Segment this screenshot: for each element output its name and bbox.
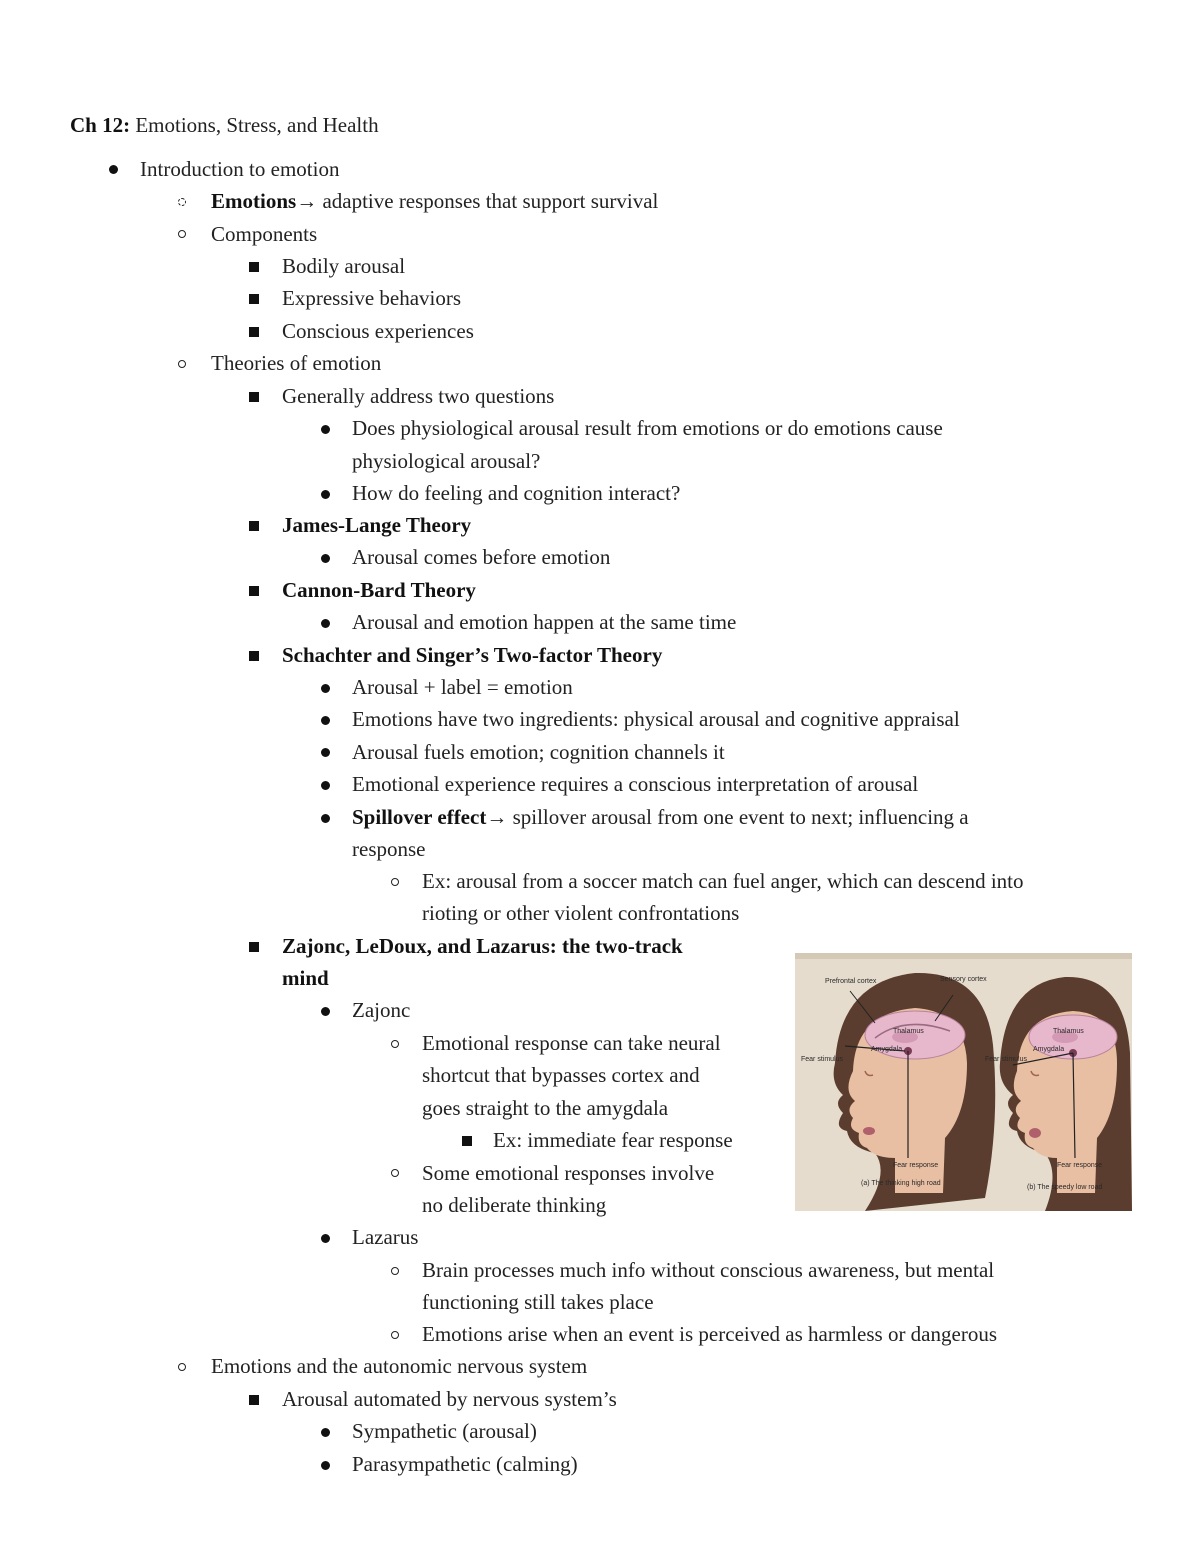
- label-fear-response-left: Fear response: [893, 1162, 939, 1169]
- list-item: Emotional experience requires a conscious interpretation of arousal: [352, 772, 919, 796]
- bullet-disc: [321, 1461, 330, 1470]
- bullet-disc: [109, 165, 118, 174]
- bullet-disc: [321, 490, 330, 499]
- list-item: Introduction to emotion: [140, 157, 340, 181]
- term-emotions: Emotions: [211, 189, 297, 213]
- heading-two-track-continuation: mind: [282, 966, 329, 990]
- heading-cannon-bard: Cannon-Bard Theory: [282, 578, 476, 602]
- brain-pathways-illustration: [795, 953, 1132, 1211]
- label-fear-response-right: Fear response: [1057, 1162, 1103, 1169]
- list-item-continuation: goes straight to the amygdala: [422, 1096, 669, 1120]
- label-thalamus-left: Thalamus: [893, 1028, 924, 1035]
- list-item: Some emotional responses involve: [422, 1161, 715, 1185]
- caption-left: (a) The thinking high road: [861, 1180, 941, 1187]
- list-item-continuation: rioting or other violent confrontations: [422, 901, 740, 925]
- bullet-circle: [178, 1363, 186, 1371]
- list-item: Ex: immediate fear response: [493, 1128, 733, 1152]
- list-item: Emotions and the autonomic nervous system: [211, 1354, 588, 1378]
- bullet-square: [249, 942, 259, 952]
- definition: → adaptive responses that support survival: [296, 189, 659, 213]
- bullet-disc: [321, 684, 330, 693]
- bullet-disc: [321, 1234, 330, 1243]
- bullet-circle: [178, 198, 186, 206]
- bullet-circle: [178, 230, 186, 238]
- bullet-square: [249, 392, 259, 402]
- list-item: Arousal comes before emotion: [352, 545, 611, 569]
- label-amygdala-right: Amygdala: [1033, 1046, 1065, 1053]
- list-item: Arousal + label = emotion: [352, 675, 573, 699]
- left-mouth: [863, 1127, 875, 1135]
- right-mouth: [1029, 1128, 1041, 1138]
- label-thalamus-right: Thalamus: [1053, 1028, 1084, 1035]
- list-item-continuation: shortcut that bypasses cortex and: [422, 1063, 700, 1087]
- list-item: Emotions have two ingredients: physical arousal and cognitive appraisal: [352, 707, 960, 731]
- bullet-square: [249, 294, 259, 304]
- list-item: [211, 186, 658, 216]
- bullet-disc: [321, 814, 330, 823]
- definition: → spillover arousal from one event to next; influencing a: [486, 805, 969, 829]
- label-fear-stimulus-left: Fear stimulus: [801, 1056, 844, 1063]
- list-item: How do feeling and cognition interact?: [352, 481, 681, 505]
- list-item: Components: [211, 222, 318, 246]
- list-item: Conscious experiences: [282, 319, 474, 343]
- page-title: [70, 110, 379, 140]
- list-item: Lazarus: [352, 1225, 419, 1249]
- list-item: Emotions arise when an event is perceived as harmless or dangerous: [422, 1322, 997, 1346]
- label-sensory: Sensory cortex: [940, 976, 987, 983]
- bullet-square: [249, 1395, 259, 1405]
- bullet-square: [249, 262, 259, 272]
- list-item: Arousal and emotion happen at the same time: [352, 610, 737, 634]
- label-fear-stimulus-right: Fear stimulus: [985, 1056, 1028, 1063]
- bullet-disc: [321, 619, 330, 628]
- list-item: Generally address two questions: [282, 384, 555, 408]
- bullet-disc: [321, 425, 330, 434]
- bullet-square: [249, 651, 259, 661]
- list-item: Arousal fuels emotion; cognition channels it: [352, 740, 725, 764]
- list-item: Bodily arousal: [282, 254, 406, 278]
- list-item: Ex: arousal from a soccer match can fuel anger, which can descend into: [422, 869, 1024, 893]
- bullet-disc: [321, 1428, 330, 1437]
- bullet-circle: [178, 360, 186, 368]
- list-item: Emotional response can take neural: [422, 1031, 721, 1055]
- bullet-disc: [321, 554, 330, 563]
- list-item: [352, 802, 969, 832]
- bullet-circle: [391, 1169, 399, 1177]
- bullet-disc: [321, 716, 330, 725]
- bullet-disc: [321, 748, 330, 757]
- list-item: Arousal automated by nervous system’s: [282, 1387, 617, 1411]
- bullet-square: [249, 327, 259, 337]
- heading-two-track: Zajonc, LeDoux, and Lazarus: the two-track: [282, 934, 683, 958]
- caption-right: (b) The speedy low road: [1027, 1184, 1103, 1191]
- bullet-circle: [391, 1040, 399, 1048]
- bullet-square: [249, 521, 259, 531]
- heading-two-factor: Schachter and Singer’s Two-factor Theory: [282, 643, 663, 667]
- label-amygdala-left: Amygdala: [871, 1046, 903, 1053]
- bullet-square: [249, 586, 259, 596]
- figure-top-band: [795, 953, 1132, 959]
- term-spillover: Spillover effect: [352, 805, 487, 829]
- bullet-circle: [391, 1267, 399, 1275]
- list-item: Parasympathetic (calming): [352, 1452, 578, 1476]
- list-item-continuation: response: [352, 837, 426, 861]
- chapter-number: Ch 12:: [70, 113, 131, 137]
- list-item: Sympathetic (arousal): [352, 1419, 537, 1443]
- bullet-disc: [321, 1007, 330, 1016]
- heading-james-lange: James-Lange Theory: [282, 513, 472, 537]
- brain-pathways-figure: [795, 953, 1132, 1211]
- list-item: Zajonc: [352, 998, 411, 1022]
- list-item: Brain processes much info without conscious awareness, but mental: [422, 1258, 995, 1282]
- list-item-continuation: functioning still takes place: [422, 1290, 654, 1314]
- list-item: Does physiological arousal result from emotions or do emotions cause: [352, 416, 943, 440]
- bullet-circle: [391, 1331, 399, 1339]
- list-item-continuation: no deliberate thinking: [422, 1193, 607, 1217]
- list-item: Theories of emotion: [211, 351, 382, 375]
- bullet-square: [462, 1136, 472, 1146]
- list-item: Expressive behaviors: [282, 286, 462, 310]
- bullet-circle: [391, 878, 399, 886]
- label-prefrontal: Prefrontal cortex: [825, 978, 877, 985]
- bullet-disc: [321, 781, 330, 790]
- chapter-title: Emotions, Stress, and Health: [135, 113, 379, 137]
- list-item-continuation: physiological arousal?: [352, 449, 541, 473]
